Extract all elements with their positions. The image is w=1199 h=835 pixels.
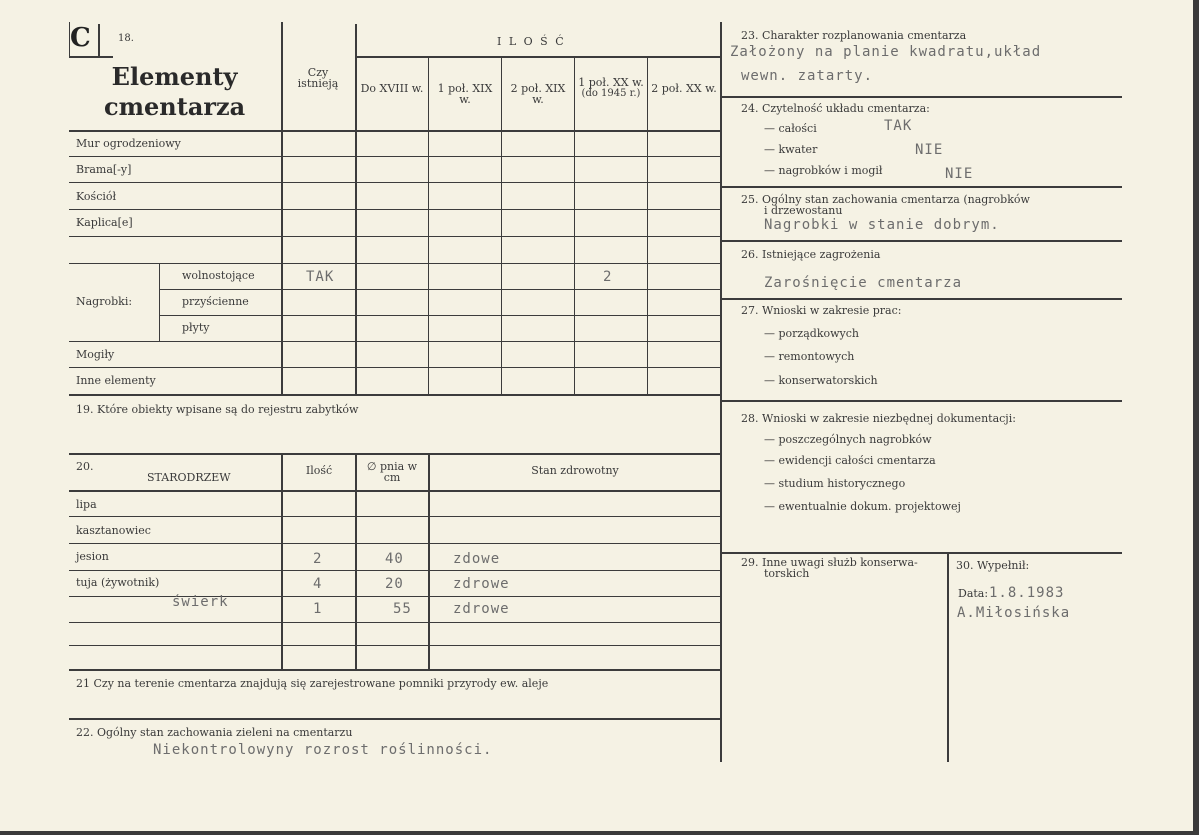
q30-label: 30. Wypełnił: [956,559,1030,572]
c-box-divider [98,24,100,56]
col-line-p1xix [428,56,429,394]
table2-top-line [69,453,720,455]
ilosc-underline [355,56,720,58]
scan-edge-bottom [0,831,1199,835]
q25-label-line2: i drzewostanu [764,204,843,217]
nagrobki-divider [159,263,160,341]
col-line-p2xix [501,56,502,394]
wolnostojace-istnieja-value: TAK [306,269,335,285]
t2-col-line [355,453,357,669]
q30-name: A.Miłosińska [957,605,1071,621]
q30-data-label: Data: [958,587,989,600]
tree-name-tuja: tuja (żywotnik) [76,576,160,589]
q26-label: 26. Istniejące zagrożenia [741,248,881,261]
row-brama: Brama[-y] [76,163,132,176]
tree-name-kasztanowiec: kasztanowiec [76,524,151,537]
q29-label-line2: torskich [764,567,810,580]
tree-stan-jesion: zdowe [453,551,501,567]
row-line [69,367,720,368]
q29-q30-divider [947,552,949,762]
tree-pien-tuja: 20 [385,576,404,592]
table1-header-line [69,130,720,132]
t2-col-line [281,453,283,669]
tree-ilosc-swierk: 1 [313,601,323,617]
tree-stan-swierk: zdrowe [453,601,510,617]
q30-date-value: 1.8.1983 [989,585,1065,601]
q25-label-line1: 25. Ogólny stan zachowania cmentarza (nagrobków [741,193,1030,206]
col-line-istnieja [281,22,283,394]
row-line [69,156,720,157]
q29-label-line1: 29. Inne uwagi służb konserwa- [741,556,918,569]
c-box-bottom [69,56,113,58]
right-line [720,400,1122,402]
q23-answer-line1: Założony na planie kwadratu,układ [730,44,1042,60]
center-divider [720,22,722,762]
starodrzew-header: STARODRZEW [147,471,231,484]
page-title [104,62,245,122]
right-line [720,96,1122,98]
header-p2-xx: 2 poł. XX w. [651,82,717,95]
q28-item-projektowej: — ewentualnie dokum. projektowej [764,500,961,513]
t2-row-line [69,516,720,517]
q22-label: 22. Ogólny stan zachowania zieleni na cmentarzu [76,726,353,739]
q20-number: 20. [76,460,94,473]
q25-answer: Nagrobki w stanie dobrym. [764,217,1000,233]
table2-bottom-line [69,669,720,671]
section-letter: C [70,23,91,53]
t2-row-line [69,596,720,597]
starodrzew-col-stan: Stan zdrowotny [531,464,619,477]
q19-label: 19. Które obiekty wpisane są do rejestru zabytków [76,403,359,416]
header-ilosc: I L O Ś Ć [497,35,566,48]
row-line [159,289,720,290]
row-line [159,315,720,316]
tree-ilosc-tuja: 4 [313,576,323,592]
row-mogily: Mogiły [76,348,115,361]
row-line [69,236,720,237]
tree-pien-swierk: 55 [393,601,412,617]
q27-label: 27. Wnioski w zakresie prac: [741,304,902,317]
q24-calosci: — całości [764,122,817,135]
q21-bottom-line [69,718,720,720]
table2-header-line [69,490,720,492]
q24-nagrobkow: — nagrobków i mogił [764,164,883,177]
t2-row-line [69,543,720,544]
q28-label: 28. Wnioski w zakresie niezbędnej dokumentacji: [741,412,1016,425]
q28-item-studium: — studium historycznego [764,477,906,490]
q24-kwater-value: NIE [915,142,944,158]
q26-answer: Zarośnięcie cmentarza [764,275,963,291]
row-line [69,182,720,183]
q28-item-ewidencji: — ewidencji całości cmentarza [764,454,936,467]
col-line-p1xx [574,56,575,394]
title-line2: cmentarza [104,92,246,121]
row-kosciol: Kościół [76,190,117,203]
header-czy-istnieja: Czy istnieją [297,66,339,90]
col-line-p2xx [647,56,648,394]
tree-stan-tuja: zdrowe [453,576,510,592]
p1-xx-label: 1 poł. XX w. [578,76,644,89]
right-line [720,186,1122,188]
q24-label: 24. Czytelność układu cmentarza: [741,102,930,115]
q27-item-porzadkowych: — porządkowych [764,327,859,340]
row-wolnostojace: wolnostojące [182,269,255,282]
q28-item-nagrobkow: — poszczególnych nagrobków [764,433,932,446]
row-przyscienne: przyścienne [182,295,249,308]
starodrzew-col-pien: ∅ pnia w cm [366,460,418,484]
header-p2-xix: 2 poł. XIX w. [510,82,566,106]
q24-nagrobkow-value: NIE [945,166,974,182]
tree-name-jesion: jesion [76,550,109,563]
row-line [69,341,720,342]
t2-row-line [69,645,720,646]
header-p1-xx [577,77,645,99]
tree-name-lipa: lipa [76,498,97,511]
q27-item-remontowych: — remontowych [764,350,855,363]
q23-answer-line2: wewn. zatarty. [741,68,874,84]
right-line [720,298,1122,300]
row-mur: Mur ogrodzeniowy [76,137,181,150]
row-line [69,263,720,264]
t2-col-line [428,453,430,669]
q24-kwater: — kwater [764,143,818,156]
right-line [720,552,1122,554]
tree-pien-jesion: 40 [385,551,404,567]
q23-label: 23. Charakter rozplanowania cmentarza [741,29,967,42]
t2-row-line [69,570,720,571]
row-nagrobki: Nagrobki: [76,295,133,308]
title-line1: Elementy [111,62,238,91]
tree-name-swierk: świerk [172,594,229,610]
t2-row-line [69,622,720,623]
section-number: 18. [118,33,134,44]
header-p1-xix: 1 poł. XIX w. [437,82,493,106]
q24-calosci-value: TAK [884,118,913,134]
q27-item-konserwatorskich: — konserwatorskich [764,374,878,387]
q21-label: 21 Czy na terenie cmentarza znajdują się zarejestrowane pomniki przyrody ew. aleje [76,677,549,690]
right-line [720,240,1122,242]
wolnostojace-p1xx-value: 2 [603,269,613,285]
p1-xx-note: (do 1945 r.) [581,88,641,99]
row-inne: Inne elementy [76,374,156,387]
starodrzew-col-ilosc: Ilość [305,464,333,477]
row-kaplica: Kaplica[e] [76,216,133,229]
row-line [69,209,720,210]
q22-answer: Niekontrolowyny rozrost roślinności. [153,742,493,758]
table1-bottom-line [69,394,720,396]
tree-ilosc-jesion: 2 [313,551,323,567]
row-plyty: płyty [182,321,210,334]
scan-edge-right [1193,0,1199,835]
header-do-xviii: Do XVIII w. [360,82,424,95]
